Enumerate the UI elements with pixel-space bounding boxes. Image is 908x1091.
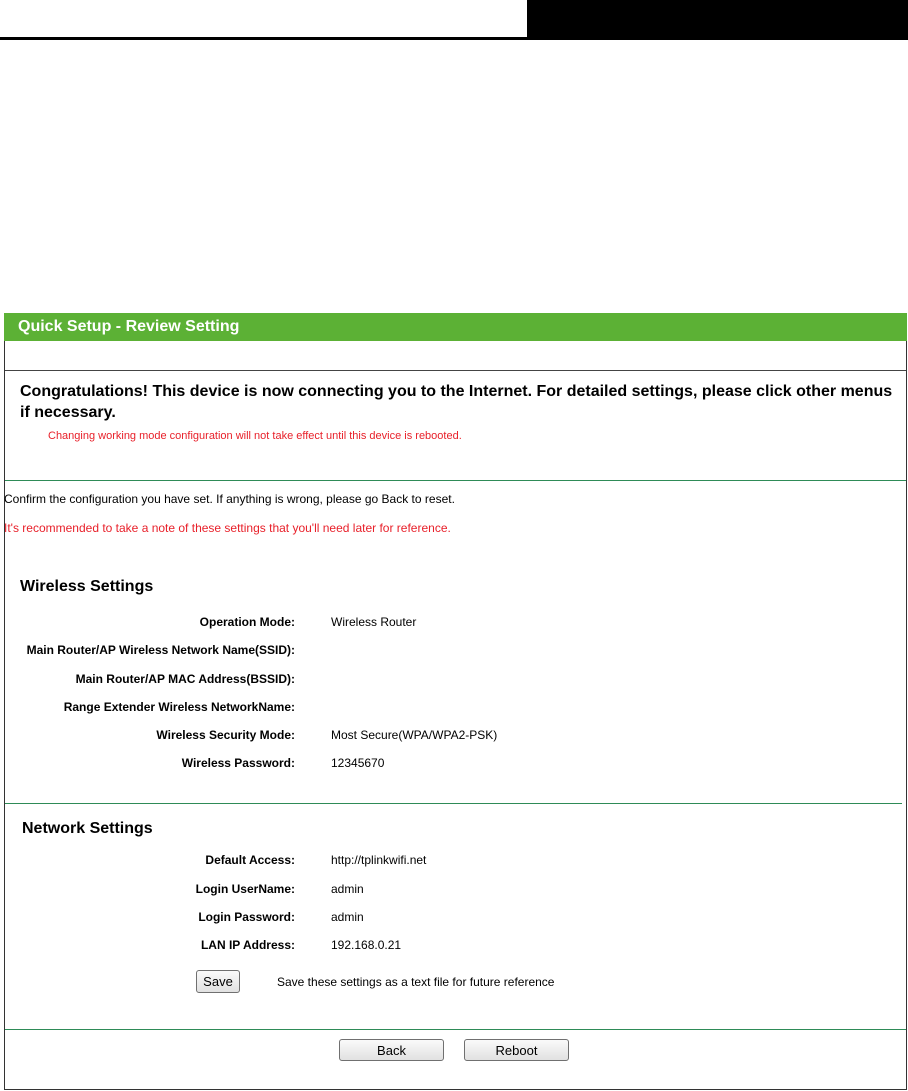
- document-header-block: [527, 0, 908, 40]
- reference-note: It's recommended to take a note of these settings that you'll need later for reference.: [4, 521, 451, 535]
- wireless-password-label: Wireless Password:: [181, 756, 295, 770]
- save-description: Save these settings as a text file for future reference: [277, 975, 555, 989]
- divider: [5, 370, 906, 371]
- default-access-label: Default Access:: [205, 853, 295, 867]
- default-access-value: http://tplinkwifi.net: [331, 853, 427, 867]
- divider: [5, 1029, 906, 1030]
- ssid-label: Main Router/AP Wireless Network Name(SSID):: [26, 643, 295, 657]
- login-username-value: admin: [331, 882, 364, 896]
- confirm-instruction: Confirm the configuration you have set. If anything is wrong, please go Back to reset.: [4, 492, 455, 506]
- wireless-settings-title: Wireless Settings: [20, 578, 154, 595]
- security-mode-value: Most Secure(WPA/WPA2-PSK): [331, 728, 498, 742]
- security-mode-label: Wireless Security Mode:: [156, 728, 295, 742]
- login-password-value: admin: [331, 910, 364, 924]
- login-password-label: Login Password:: [198, 910, 295, 924]
- save-button[interactable]: Save: [196, 970, 240, 993]
- divider: [5, 803, 902, 804]
- operation-mode-value: Wireless Router: [331, 615, 417, 629]
- login-username-label: Login UserName:: [195, 882, 295, 896]
- wireless-password-value: 12345670: [331, 756, 385, 770]
- lan-ip-label: LAN IP Address:: [200, 938, 295, 952]
- lan-ip-value: 192.168.0.21: [331, 938, 402, 952]
- panel-title: Quick Setup - Review Setting: [4, 313, 907, 341]
- network-settings-title: Network Settings: [22, 820, 153, 837]
- operation-mode-label: Operation Mode:: [199, 615, 295, 629]
- extender-network-name-label: Range Extender Wireless NetworkName:: [63, 700, 295, 714]
- congratulations-message: Congratulations! This device is now connecting you to the Internet. For detailed settings, please click other menus if necessary.: [20, 383, 893, 421]
- bssid-label: Main Router/AP MAC Address(BSSID):: [75, 672, 295, 686]
- reboot-warning: Changing working mode configuration will not take effect until this device is rebooted.: [48, 430, 462, 442]
- reboot-button[interactable]: Reboot: [464, 1039, 569, 1061]
- divider: [5, 480, 906, 481]
- back-button[interactable]: Back: [339, 1039, 444, 1061]
